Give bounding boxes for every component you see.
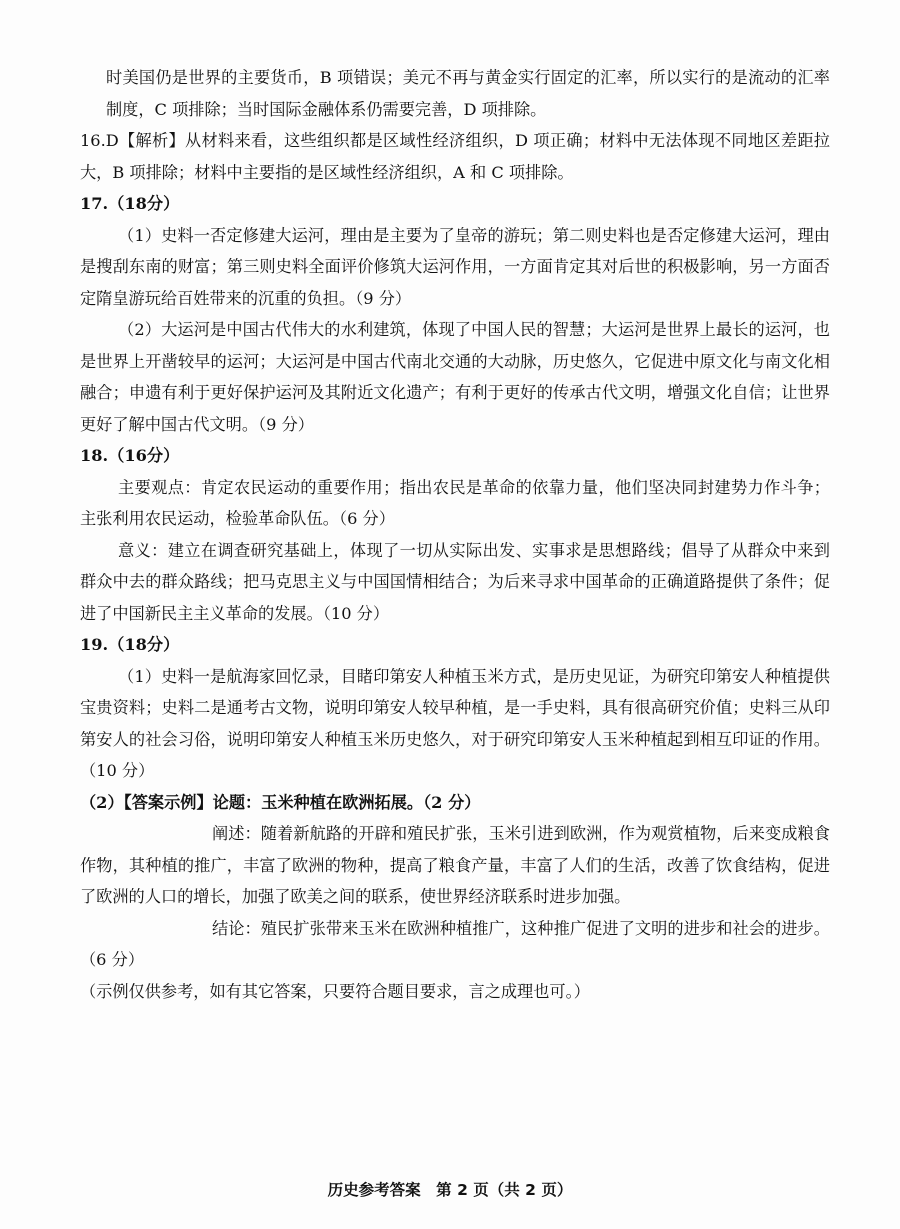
q19-part1: （1）史料一是航海家回忆录，目睹印第安人种植玉米方式，是历史见证，为研究印第安人种植提供宝贵资料；史料二是通考古文物，说明印第安人较早种植，是一手史料，具有很高研究价值；史料三从印第安人的社会习俗，说明印第安人种植玉米历史悠久，对于研究印第安人玉米种植起到相互印证的作用。（10 分） [80, 666, 830, 780]
q16-answer: 16.D【解析】从材料来看，这些组织都是区域性经济组织，D 项正确；材料中无法体现不同地区差距拉大，B 项排除；材料中主要指的是区域性经济组织，A 和 C 项排除。 [80, 131, 830, 182]
q19-part2-conclusion: 结论：殖民扩张带来玉米在欧洲种植推广，这种推广促进了文明的进步和社会的进步。（6 分） [80, 918, 830, 969]
q15-continuation: 时美国仍是世界的主要货币，B 项错误；美元不再与黄金实行固定的汇率，所以实行的是流动的汇率制度，C 项排除；当时国际金融体系仍需要完善，D 项排除。 [106, 68, 830, 119]
page-footer: 历史参考答案 第 2 页（共 2 页） [327, 1181, 573, 1199]
answer-content [80, 62, 830, 1007]
q17-part2: （2）大运河是中国古代伟大的水利建筑，体现了中国人民的智慧；大运河是世界上最长的运河，也是世界上开凿较早的运河；大运河是中国古代南北交通的大动脉，历史悠久，它促进中原文化与南文化相融合；申遗有利于更好保护运河及其附近文化遗产；有利于更好的传承古代文明，增强文化自信；让世界更好了解中国古代文明。（9 分） [80, 320, 830, 434]
q18-main-view: 主要观点：肯定农民运动的重要作用；指出农民是革命的依靠力量，他们坚决同封建势力作斗争；主张利用农民运动，检验革命队伍。（6 分） [80, 477, 830, 528]
q18-significance: 意义：建立在调查研究基础上，体现了一切从实际出发、实事求是思想路线；倡导了从群众中来到群众中去的群众路线；把马克思主义与中国国情相结合；为后来寻求中国革命的正确道路提供了条件；促进了中国新民主主义革命的发展。（10 分） [80, 540, 830, 623]
q19-part2-thesis: （2）【答案示例】论题：玉米种植在欧洲拓展。（2 分） [80, 792, 481, 812]
q17-heading: 17.（18分） [80, 194, 180, 213]
answer-note: （示例仅供参考，如有其它答案，只要符合题目要求，言之成理也可。） [80, 981, 590, 1001]
q17-part1: （1）史料一否定修建大运河，理由是主要为了皇帝的游玩；第二则史料也是否定修建大运河，理由是搜刮东南的财富；第三则史料全面评价修筑大运河作用，一方面肯定其对后世的积极影响，另一方面否定隋皇游玩给百姓带来的沉重的负担。（9 分） [80, 225, 830, 308]
q18-heading: 18.（16分） [80, 446, 180, 465]
q19-part2-elaboration: 阐述：随着新航路的开辟和殖民扩张，玉米引进到欧洲，作为观赏植物，后来变成粮食作物，其种植的推广，丰富了欧洲的物种，提高了粮食产量，丰富了人们的生活，改善了饮食结构，促进了欧洲的人口的增长，加强了欧美之间的联系，使世界经济联系时进步加强。 [80, 824, 830, 906]
q19-heading: 19.（18分） [80, 635, 180, 654]
